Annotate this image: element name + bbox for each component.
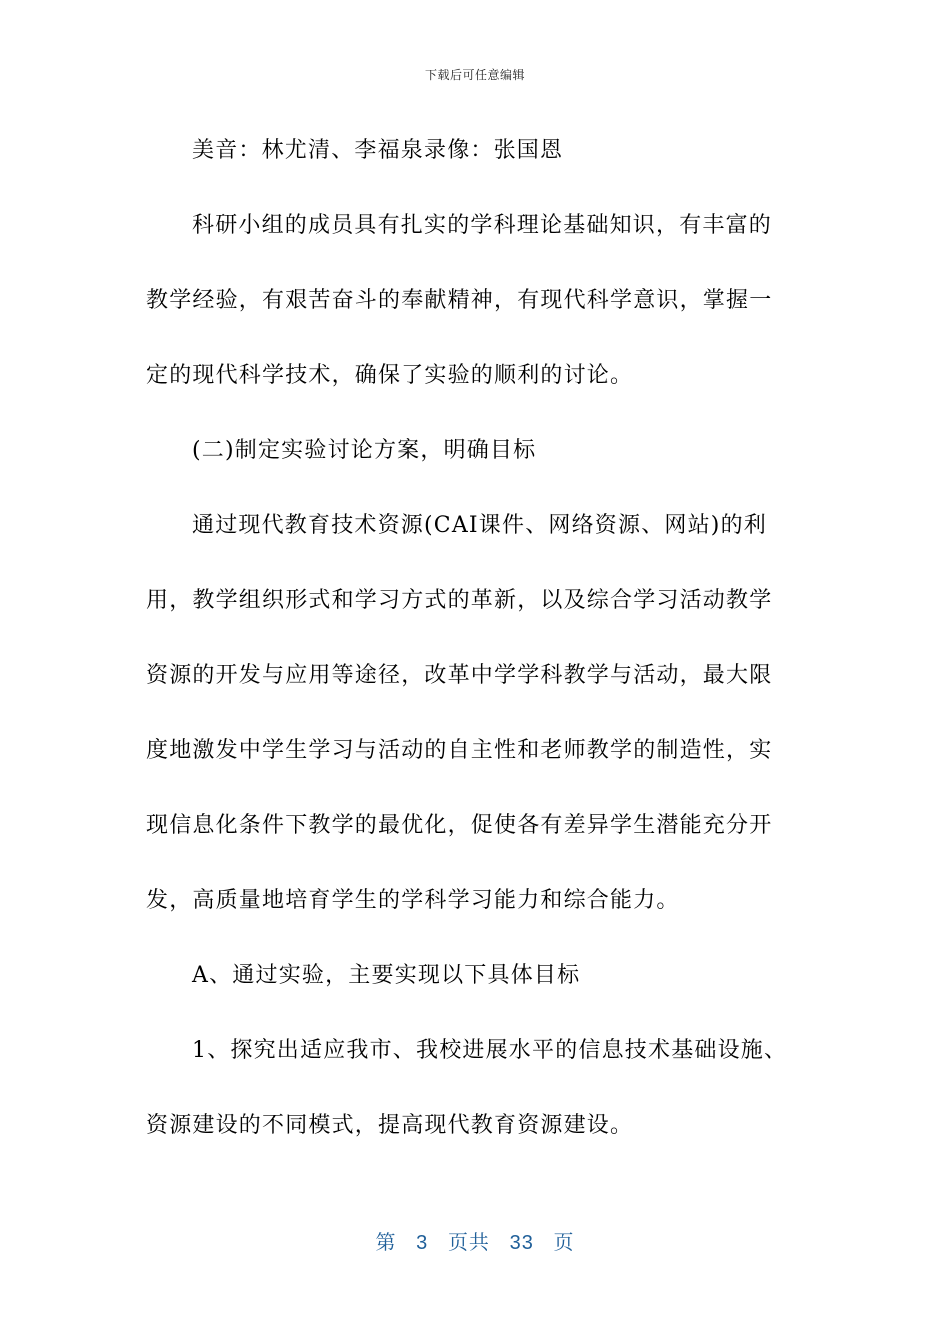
paragraph-line: 教学经验，有艰苦奋斗的奉献精神，有现代科学意识，掌握一 (146, 288, 773, 313)
footer-middle: 页共 (447, 1232, 490, 1254)
page-header: 下载后可任意编辑 (424, 68, 525, 82)
paragraph-line: 科研小组的成员具有扎实的学科理论基础知识，有丰富的 (192, 213, 773, 238)
footer-total-pages: 33 (509, 1232, 534, 1254)
paragraph-line: 用，教学组织形式和学习方式的革新，以及综合学习活动教学 (146, 588, 773, 613)
list-item-continuation: 资源建设的不同模式，提高现代教育资源建设。 (146, 1113, 634, 1138)
list-item: 1、探究出适应我市、我校进展水平的信息技术基础设施、 (192, 1038, 788, 1063)
paragraph-line: 资源的开发与应用等途径，改革中学学科教学与活动，最大限 (146, 663, 773, 688)
paragraph-line: 发，高质量地培育学生的学科学习能力和综合能力。 (146, 888, 680, 913)
paragraph-line: 定的现代科学技术，确保了实验的顺利的讨论。 (146, 363, 634, 388)
page-footer (0, 1226, 950, 1255)
footer-page-number: 3 (416, 1232, 429, 1254)
paragraph-line: 度地激发中学生学习与活动的自主性和老师教学的制造性，实 (146, 738, 773, 763)
credits-line: 美音：林尤清、李福泉录像：张国恩 (192, 138, 564, 163)
paragraph-line: 通过现代教育技术资源(CAI课件、网络资源、网站)的利 (192, 513, 767, 538)
footer-suffix: 页 (553, 1232, 575, 1254)
section-heading: (二)制定实验讨论方案，明确目标 (192, 438, 537, 463)
paragraph-line: 现信息化条件下教学的最优化，促使各有差异学生潜能充分开 (146, 813, 773, 838)
footer-prefix: 第 (375, 1232, 397, 1254)
subsection-heading: A、通过实验，主要实现以下具体目标 (192, 963, 581, 988)
